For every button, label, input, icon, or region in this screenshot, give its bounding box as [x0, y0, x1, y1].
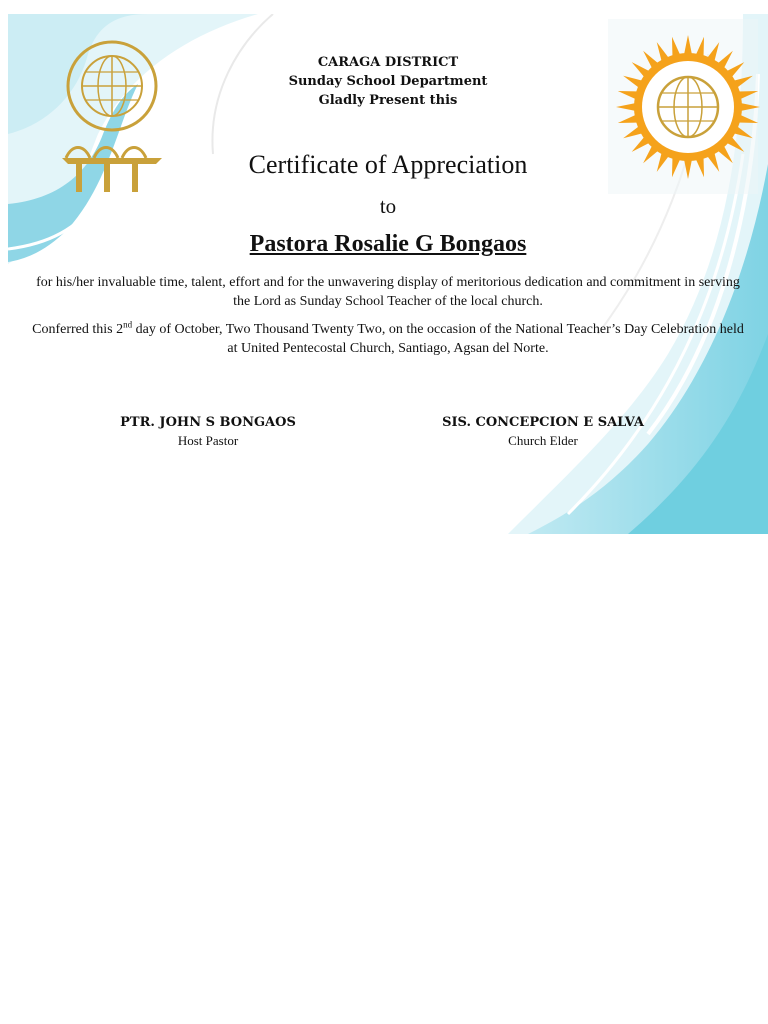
conferred-paragraph	[28, 320, 748, 358]
department-heading: Sunday School Department	[288, 74, 488, 89]
sun-ray	[684, 35, 692, 55]
district-heading: CARAGA DISTRICT	[317, 55, 459, 70]
present-heading: Gladly Present this	[318, 93, 458, 108]
conferred-suffix: day of October, Two Thousand Twenty Two, on the occasion of the National Teacher’s Day Celebration held at United Pentecostal Church, Santiago, Agsan del Norte.	[132, 322, 744, 356]
certificate-title: Certificate of Appreciation	[248, 150, 528, 179]
conferred-prefix: Conferred this 2	[32, 322, 124, 337]
certificate	[8, 14, 768, 534]
signatory-name: PTR. JOHN S BONGAOS	[120, 415, 296, 430]
ordinal-suffix: nd	[123, 319, 133, 330]
signatory-role: Host Pastor	[177, 433, 239, 448]
signatory-host-pastor	[48, 414, 368, 450]
recipient-name: Pastora Rosalie G Bongaos	[249, 231, 527, 257]
signatory-name: SIS. CONCEPCION E SALVA	[442, 415, 644, 430]
signatory-church-elder	[383, 414, 703, 450]
to-label: to	[379, 194, 397, 218]
appreciation-paragraph: for his/her invaluable time, talent, effort and for the unwavering display of meritorious dedication and commitment in serving the Lord as Sunday School Teacher of the local church.	[36, 275, 740, 309]
signatory-role: Church Elder	[508, 433, 578, 448]
